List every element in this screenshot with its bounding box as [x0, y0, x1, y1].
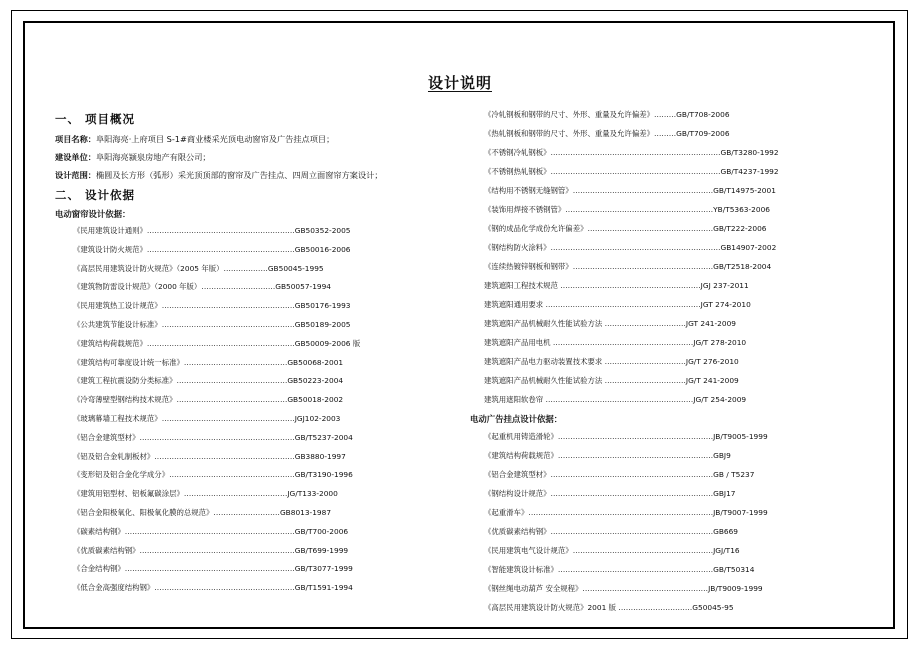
project-info-row	[55, 166, 455, 184]
standard-item: 《结构用不锈钢无缝钢管》…………………………………………………GB/T14975-2001	[484, 186, 776, 195]
standard-item: 《建筑设计防火规范》……………………………………………………GB50016-2006	[73, 244, 351, 254]
standard-item: 《连续热镀锌钢板和钢带》…………………………………………………GB/T2518-2004	[484, 262, 772, 271]
standard-item: 《铝合金建筑型材》………………………………………………………GB/T5237-2004	[73, 432, 353, 442]
project-info-label: 建设单位：	[55, 152, 96, 162]
standard-item: 《不锈钢热轧钢板》……………………………………………………………GB/T4237-1992	[484, 167, 779, 176]
project-info-value: 椭圆及长方形（弧形）采光顶顶部的窗帘及广告挂点、四周立面窗帘方案设计；	[95, 170, 383, 180]
standard-item: 《智能建筑设计标准》………………………………………………………GB/T50314	[484, 565, 755, 574]
standard-item: 《公共建筑节能设计标准》………………………………………………GB50189-2005	[73, 319, 351, 329]
ad-standards-list	[470, 427, 890, 617]
standard-item: 《建筑结构荷载规范》………………………………………………………GBJ9	[484, 451, 731, 460]
standard-item: 《建筑用铝型材、铝板氟碳涂层》……………………………………JG/T133-2000	[73, 489, 338, 499]
standard-item: 《钢结构防火涂料》……………………………………………………………GB14907-2002	[484, 243, 777, 252]
standard-item: 《优质碳素结构钢》…………………………………………………………GB669	[484, 527, 739, 536]
page-title: 设计说明	[427, 74, 492, 92]
standard-item: 《铝及铝合金轧制板材》…………………………………………………GB3880-1997	[73, 451, 346, 461]
standard-item: 《建筑工程抗震设防分类标准》………………………………………GB50223-2004	[73, 376, 344, 386]
section-number: 二、	[55, 188, 80, 202]
standard-item: 建筑遮阳通用要求 ………………………………………………………JGT 274-2010	[484, 300, 751, 309]
standard-item: 《碳素结构钢》……………………………………………………………GB/T700-2006	[73, 526, 349, 536]
standard-item: 《民用建筑电气设计规范》…………………………………………………JGJ/T16	[484, 546, 740, 555]
project-info-value: 阜阳海亮·上府项目 S-1#商业楼采光顶电动窗帘及广告挂点项目；	[95, 134, 335, 144]
standard-item: 《建筑结构可靠度设计统一标准》……………………………………GB50068-2001	[73, 357, 344, 367]
standard-item: 建筑用遮阳软卷帘 ……………………………………………………JG/T 254-2009	[484, 395, 747, 404]
section-heading-overview	[55, 108, 455, 130]
standard-item: 《优质碳素结构钢》………………………………………………………GB/T699-1999	[73, 545, 349, 555]
project-info-list	[55, 130, 455, 184]
project-info-row	[55, 130, 455, 148]
standard-item: 《不锈钢冷轧钢板》……………………………………………………………GB/T3280-1992	[484, 148, 779, 157]
curtain-standards-list	[55, 222, 455, 598]
standard-item: 《高层民用建筑设计防火规范》（2005 年版）………………GB50045-1995	[73, 263, 324, 273]
section-heading-basis	[55, 184, 455, 206]
curtain-basis-label: 电动窗帘设计依据：	[55, 209, 131, 219]
standard-item: 《钢丝绳电动葫芦 安全规程》……………………………………………JB/T9009-1999	[484, 584, 763, 593]
standard-item: 《钢结构设计规范》…………………………………………………………GBJ17	[484, 489, 736, 498]
standard-item: 《钢的成品化学成份允许偏差》……………………………………………GB/T222-2006	[484, 224, 767, 233]
project-info-value: 阜阳海亮颍泉房地产有限公司；	[95, 152, 211, 162]
standard-item: 《低合金高强度结构钢》…………………………………………………GB/T1591-1994	[73, 583, 353, 593]
section-title: 设计依据	[85, 188, 135, 202]
standard-item: 《高层民用建筑设计防火规范》2001 版 …………………………G50045-95	[484, 603, 734, 612]
standard-item: 建筑遮阳产品电力驱动装置技术要求 ……………………………JG/T 276-2010	[484, 357, 739, 366]
standard-item: 建筑遮阳工程技术规范 …………………………………………………JGJ 237-2011	[484, 281, 749, 290]
project-info-row	[55, 148, 455, 166]
standard-item: 《起重机用铸造滑轮》………………………………………………………JB/T9005-1999	[484, 432, 768, 441]
standard-item: 《玻璃幕墙工程技术规范》………………………………………………JGJ102-2003	[73, 413, 341, 423]
right-column	[470, 105, 890, 617]
standard-item: 《建筑物防雷设计规范》（2000 年版）…………………………GB50057-1994	[73, 282, 332, 292]
standard-item: 《变形铝及铝合金化学成分》……………………………………………GB/T3190-1996	[73, 470, 353, 480]
standard-item: 《铝合金阳极氧化、阳极氧化膜的总规范》………………………GB8013-1987	[73, 507, 332, 517]
ad-basis-label: 电动广告挂点设计依据：	[470, 414, 563, 424]
standard-item: 建筑遮阳产品机械耐久性能试验方法 ……………………………JGT 241-2009	[484, 319, 736, 328]
standard-item: 建筑遮阳产品机械耐久性能试验方法 ……………………………JG/T 241-2009	[484, 376, 739, 385]
section-title: 项目概况	[85, 112, 135, 126]
standard-item: 《民用建筑热工设计规范》………………………………………………GB50176-1993	[73, 301, 351, 311]
standard-item: 《冷弯薄壁型钢结构技术规范》………………………………………GB50018-2002	[73, 395, 344, 405]
project-info-label: 项目名称：	[55, 134, 96, 144]
standard-item: 《建筑结构荷载规范》……………………………………………………GB50009-2006 版	[73, 338, 361, 348]
section-number: 一、	[55, 112, 80, 126]
standard-item: 《起重滑车》…………………………………………………………………JB/T9007-1999	[484, 508, 768, 517]
curtain-standards-cont-list	[470, 105, 890, 409]
standard-item: 《冷轧钢板和钢带的尺寸、外形、重量及允许偏差》………GB/T708-2006	[484, 110, 730, 119]
standard-item: 建筑遮阳产品用电机 …………………………………………………JG/T 278-2010	[484, 338, 747, 347]
standard-item: 《铝合金建筑型材》…………………………………………………………GB / T5237	[484, 470, 755, 479]
project-info-label: 设计范围：	[55, 170, 96, 180]
standard-item: 《民用建筑设计通则》……………………………………………………GB50352-2005	[73, 226, 351, 235]
standard-item: 《热轧钢板和钢带的尺寸、外形、重量及允许偏差》………GB/T709-2006	[484, 129, 730, 138]
left-column	[55, 108, 455, 598]
standard-item: 《合金结构钢》……………………………………………………………GB/T3077-1999	[73, 564, 353, 574]
standard-item: 《装饰用焊接不锈钢管》……………………………………………………YB/T5363-2006	[484, 205, 770, 214]
